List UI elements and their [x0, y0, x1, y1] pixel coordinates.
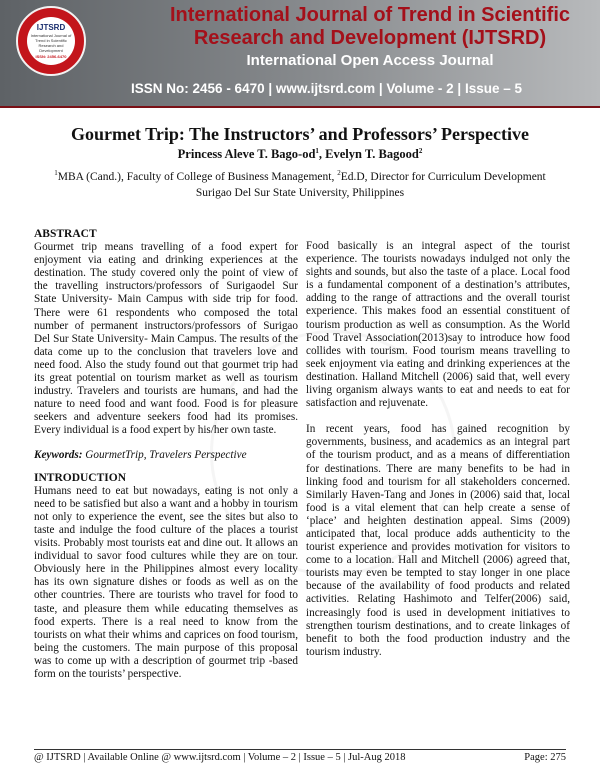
abstract-text: Gourmet trip means travelling of a food expert for enjoyment via eating and drinking experiences at the destination. The study covered only the point of view of the travelling instructors/professors of Surigaodel Sur State University- Main Campus with side trip for food. There were 61 respondents who composed the total number of permanent instructors/professors of Surigao Del Sur State University- Main Campus. The results of the data come up to the conclusion that travelers love and need food. Also the study found out that gourmet trip had its great potential on tourism market as well as tourism industry. Travelers and tourists are humans, and had the nature to need food and want food. Food is for pleasure seekers and adventure seekers food had its promises. Every individual is a food expert by his/her own taste. — [34, 241, 298, 437]
affil-sup-2: 2 — [337, 169, 341, 177]
header-divider — [0, 106, 600, 108]
authors-line — [20, 147, 580, 162]
right-paragraph-2: In recent years, food has gained recognition by governments, business, and academics as an integral part of the tourism product, and as a means of differentiation for destinations. There are many benefits to be had in linking food and tourism for all stakeholders concerned. Similarly Haven-Tang and Jones in (2006) said that, local food is a vital element that can help create a sense of ‘place’ and heighten destination appeal. Sims (2009) anticipated that, local produce adds authenticity to the tourist experience and provides motivation for visitors to come to a location. Hall and Mitchell (2006) agreed that, tourists may even be tempted to stay longer in one place because of the availability of food products and related activities. Relating Hashimoto and Telfer(2006) said, increasingly food is used in development initiatives to strengthen tourism destinations, and to create linkages of benefit to both the food production industry and the tourism industry. — [306, 423, 570, 658]
open-access-label: International Open Access Journal — [246, 52, 494, 69]
issn-text: ISSN No: 2456 - 6470 | www.ijtsrd.com | Volume - 2 | Issue – 5 — [131, 81, 522, 96]
author-1: Princess Aleve T. Bago-od — [177, 147, 316, 162]
affiliation-line-1 — [20, 165, 580, 185]
paper-title: Gourmet Trip: The Instructors’ and Professors’ Perspective — [71, 124, 529, 144]
seal-abbr: IJTSRD — [36, 23, 66, 32]
right-column — [306, 240, 570, 659]
affiliations — [20, 165, 580, 201]
right-paragraph-1: Food basically is an integral aspect of the tourist experience. The tourists nowadays indulged not only the sights and sounds, but also the taste of a place. Local food is a fundamental component of a destination’s attributes, adding to the range of attractions and the overall tourist experience. This makes food an essential constituent of tourism production as well as consumption. As the World Food Travel Association(2013)say to introduce how food collides with tourism. Food tourism means travelling to seek enjoyment via eating and drinking experiences at the destination. Halland Mitchell (2006) said that, well every living organism always wants to eat and needs to eat for satisfaction and rejuvenate. — [306, 240, 570, 410]
affil-sup-1: 1 — [54, 169, 58, 177]
author-1-sup: 1 — [315, 147, 319, 155]
journal-title-line2: Research and Development (IJTSRD) — [193, 27, 547, 49]
issn-bar — [0, 78, 600, 100]
footer-citation: @ IJTSRD | Available Online @ www.ijtsrd.com | Volume – 2 | Issue – 5 | Jul-Aug 2018 — [34, 752, 406, 763]
seal-issn: ISSN: 2456-6470 — [35, 54, 67, 59]
journal-header — [0, 0, 600, 106]
seal-center — [27, 17, 75, 65]
affil-text-1: MBA (Cand.), Faculty of College of Business Management, — [57, 170, 338, 183]
author-2-sup: 2 — [418, 147, 423, 155]
page-number: Page: 275 — [524, 752, 566, 763]
author-2: , Evelyn T. Bagood — [318, 147, 419, 162]
keywords-text: GourmetTrip, Travelers Perspective — [82, 448, 247, 461]
journal-title-line1: International Journal of Trend in Scientific — [169, 4, 571, 26]
introduction-text: Humans need to eat but nowadays, eating is not only a need to be satisfied but also a want and a hobby in tourism not only to experience the event, see the sites but also to taste and indulge the food culture of the places a tourist visits. Probably most tourists eat and dine out. It allows an individual to savor food cultures while they are on tour. Obviously here in the Philippines almost every locality has its own signature dishes or foods as well as on the other countries. There are tourists who travel for food to taste, and pleasure them while educating themselves as food experts. There is a real need to know from the tourists on what their whims and caprices on food tourism, being the customers. The main purpose of this proposal was to come up with a description of gourmet trip -based form on the tourists’ perspective. — [34, 484, 298, 680]
journal-seal-logo — [16, 6, 86, 76]
keywords-label: Keywords: — [34, 448, 83, 461]
introduction-heading: INTRODUCTION — [34, 471, 127, 484]
keywords — [34, 449, 298, 462]
left-column — [34, 228, 298, 681]
affil-text-2: Ed.D, Director for Curriculum Development — [340, 170, 546, 183]
abstract-heading: ABSTRACT — [34, 228, 97, 240]
affiliation-line-2: Surigao Del Sur State University, Philippines — [195, 186, 405, 199]
footer-divider — [34, 749, 566, 750]
seal-text: International Journal of Trend in Scientific Research and Development — [30, 33, 72, 53]
journal-title — [150, 4, 590, 50]
